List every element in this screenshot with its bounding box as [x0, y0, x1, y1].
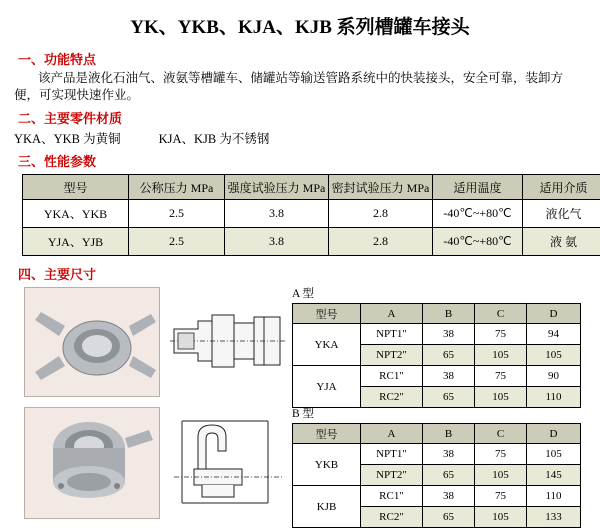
perf-cell: 2.8	[329, 228, 433, 256]
perf-header-cell: 密封试验压力 MPa	[329, 175, 433, 200]
dim-cell: NPT1"	[361, 324, 423, 345]
perf-cell: 3.8	[225, 228, 329, 256]
table-header-row	[293, 304, 581, 324]
dim-header-cell: C	[475, 424, 527, 444]
perf-header-cell: 公称压力 MPa	[129, 175, 225, 200]
dim-header-cell: D	[527, 424, 581, 444]
dim-cell: 65	[423, 507, 475, 528]
page-title: YK、YKB、KJA、KJB 系列槽罐车接头	[0, 0, 600, 45]
dim-cell: NPT2"	[361, 465, 423, 486]
table-row	[23, 200, 600, 228]
dim-header-cell: A	[361, 304, 423, 324]
perf-cell: 液 氨	[523, 228, 600, 256]
dim-cell: 38	[423, 444, 475, 465]
drawing-a-graphic	[168, 287, 288, 395]
figure-row-a	[24, 287, 600, 399]
perf-cell: 2.5	[129, 228, 225, 256]
dim-cell: 110	[527, 486, 581, 507]
photo-a-graphic	[25, 288, 159, 396]
dimension-block-a	[292, 285, 581, 408]
perf-cell: 液化气	[523, 200, 600, 228]
figure-row-b	[24, 407, 600, 519]
dimension-table-b	[292, 423, 581, 528]
dim-cell: 94	[527, 324, 581, 345]
dim-cell: 133	[527, 507, 581, 528]
performance-table	[22, 174, 600, 256]
product-photo-a	[24, 287, 160, 397]
table-row	[293, 366, 581, 387]
dim-cell: 65	[423, 465, 475, 486]
material-line-a: YKA、YKB 为黄铜	[14, 132, 121, 146]
dimension-block-b	[292, 405, 581, 528]
perf-header-cell: 型号	[23, 175, 129, 200]
dim-header-cell: 型号	[293, 424, 361, 444]
perf-cell: 2.5	[129, 200, 225, 228]
dim-header-cell: C	[475, 304, 527, 324]
dim-cell: 105	[475, 345, 527, 366]
dim-cell: 75	[475, 366, 527, 387]
dim-cell: 38	[423, 486, 475, 507]
dim-header-cell: 型号	[293, 304, 361, 324]
product-photo-b	[24, 407, 160, 519]
perf-header-cell: 适用介质	[523, 175, 600, 200]
type-label-b: B 型	[292, 405, 581, 421]
dim-header-cell: A	[361, 424, 423, 444]
dim-cell: 75	[475, 486, 527, 507]
features-paragraph: 该产品是液化石油气、液氨等槽罐车、储罐站等输送管路系统中的快装接头，安全可靠，装卸方便，可实现快速作业。	[14, 70, 586, 104]
dim-cell: 105	[475, 465, 527, 486]
table-header-row	[293, 424, 581, 444]
dim-cell: RC1"	[361, 486, 423, 507]
table-row	[23, 228, 600, 256]
perf-cell: 2.8	[329, 200, 433, 228]
perf-cell: YJA、YJB	[23, 228, 129, 256]
dim-header-cell: B	[423, 304, 475, 324]
dim-cell: NPT2"	[361, 345, 423, 366]
perf-cell: -40℃~+80℃	[433, 200, 523, 228]
dimension-table-a	[292, 303, 581, 408]
material-line-b: KJA、KJB 为不锈钢	[159, 132, 270, 146]
technical-drawing-b	[168, 407, 288, 517]
material-lines	[14, 129, 600, 147]
dim-cell: 38	[423, 366, 475, 387]
dim-model-cell: YKB	[293, 444, 361, 486]
dim-header-cell: D	[527, 304, 581, 324]
perf-cell: -40℃~+80℃	[433, 228, 523, 256]
perf-header-cell: 适用温度	[433, 175, 523, 200]
technical-drawing-a	[168, 287, 288, 395]
photo-b-graphic	[25, 408, 159, 518]
dim-cell: 145	[527, 465, 581, 486]
drawing-b-graphic	[168, 407, 288, 517]
section-heading-features: 一、功能特点	[18, 49, 600, 68]
dim-cell: 38	[423, 324, 475, 345]
table-header-row	[23, 175, 600, 200]
dim-cell: 65	[423, 387, 475, 408]
dim-model-cell: YKA	[293, 324, 361, 366]
dim-cell: 105	[527, 444, 581, 465]
dim-model-cell: KJB	[293, 486, 361, 528]
section-heading-dimensions: 四、主要尺寸	[18, 264, 600, 283]
perf-header-cell: 强度试验压力 MPa	[225, 175, 329, 200]
section-heading-performance: 三、性能参数	[18, 151, 600, 170]
type-label-a: A 型	[292, 285, 581, 301]
dim-cell: RC1"	[361, 366, 423, 387]
dim-cell: 65	[423, 345, 475, 366]
dim-cell: 105	[475, 507, 527, 528]
table-row	[293, 486, 581, 507]
dim-cell: 110	[527, 387, 581, 408]
dim-cell: RC2"	[361, 387, 423, 408]
dim-cell: NPT1"	[361, 444, 423, 465]
table-row	[293, 324, 581, 345]
perf-cell: 3.8	[225, 200, 329, 228]
dim-model-cell: YJA	[293, 366, 361, 408]
section-heading-material: 二、主要零件材质	[18, 108, 600, 127]
dim-cell: RC2"	[361, 507, 423, 528]
perf-cell: YKA、YKB	[23, 200, 129, 228]
dim-header-cell: B	[423, 424, 475, 444]
dim-cell: 75	[475, 324, 527, 345]
table-row	[293, 444, 581, 465]
dim-cell: 105	[527, 345, 581, 366]
dim-cell: 105	[475, 387, 527, 408]
dim-cell: 90	[527, 366, 581, 387]
dim-cell: 75	[475, 444, 527, 465]
